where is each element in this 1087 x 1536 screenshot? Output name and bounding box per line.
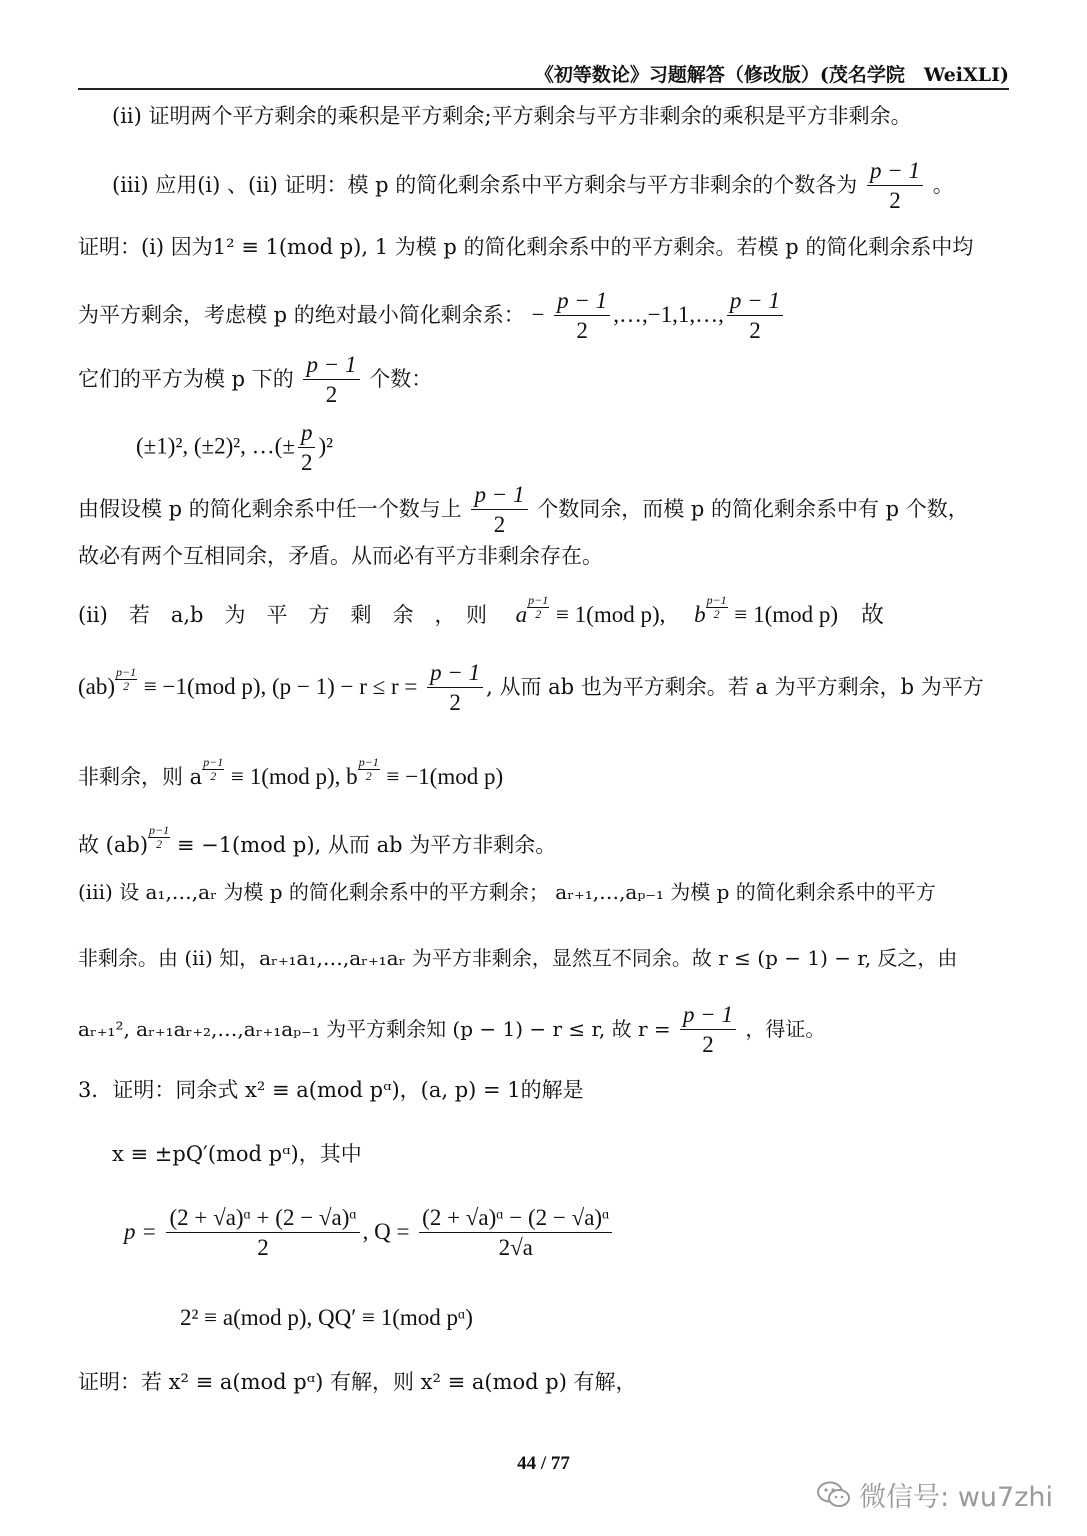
text-line: [78, 660, 1011, 717]
denominator: 2: [449, 690, 461, 716]
text-line: [112, 104, 1011, 129]
fraction: [427, 660, 483, 717]
page-number: [0, 1453, 1087, 1475]
text-line: [78, 824, 1011, 858]
line-text: (ii) 若 a,b 为 平 方 剩 余 ， 则: [78, 603, 487, 627]
line-text: x ≡ ±pQ′(mod pᵅ)，其中: [112, 1142, 362, 1166]
line-text: aᵣ₊₁², aᵣ₊₁aᵣ₊₂,…,aᵣ₊₁aₚ₋₁ 为平方剩余知 (p − 1) − r ≤ r, 故 r =: [78, 1016, 671, 1041]
exponent-fraction: $\frac{p-1}{2}$: [149, 823, 170, 851]
denominator: 2: [325, 382, 338, 408]
line-text: , 从而 ab 也为平方剩余。若 a 为平方剩余，b 为平方: [486, 674, 984, 699]
text-line: [78, 288, 1011, 345]
numerator: p − 1: [680, 1002, 736, 1030]
numerator: p − 1: [471, 482, 527, 510]
line-text: 为平方剩余，考虑模 p 的绝对最小简化剩余系：: [78, 302, 525, 327]
fraction: [303, 352, 359, 409]
denominator: 2: [889, 188, 901, 214]
line-text: 2² ≡ a(mod p), QQ′ ≡ 1(mod pᵅ): [180, 1305, 473, 1330]
page-header: [78, 58, 1009, 90]
line-text: 非剩余，则 a: [78, 765, 203, 789]
line-text: (±1)², (±2)², …(±: [136, 433, 295, 459]
numerator: (2 + √a)ᵅ + (2 − √a)ᵅ: [166, 1205, 359, 1233]
line-text: ≡ −1(mod p), (p − 1) − r ≤ r =: [143, 673, 418, 699]
line-text: (ab): [78, 673, 116, 699]
text-line: [78, 482, 1011, 539]
text-line: [78, 1370, 1011, 1395]
line-text: , Q =: [362, 1218, 410, 1244]
fraction: [867, 158, 923, 215]
exponent-fraction: $\frac{p-1}{2}$: [528, 593, 549, 621]
line-text: 由假设模 p 的简化剩余系中任一个数与上: [78, 496, 462, 521]
text-line: [112, 1142, 1011, 1167]
numerator: p − 1: [867, 158, 923, 186]
line-text: 故必有两个互相同余，矛盾。从而必有平方非剩余存在。: [78, 544, 603, 568]
watermark: [817, 1475, 1053, 1514]
line-text: 证明：(i) 因为1² ≡ 1(mod p), 1 为模 p 的简化剩余系中的平方剩余。若模 p 的简化剩余系中均: [78, 235, 974, 259]
line-text: (ii) 证明两个平方剩余的乘积是平方剩余;平方剩余与平方非剩余的乘积是平方非剩余。: [112, 104, 912, 128]
line-text: 个数同余，而模 p 的简化剩余系中有 p 个数，: [537, 496, 969, 521]
fraction: [471, 482, 527, 539]
text-line: [78, 1078, 1011, 1103]
line-text: ≡ 1(mod p), b: [231, 764, 358, 789]
line-text: p =: [124, 1218, 157, 1244]
denominator: 2√a: [498, 1235, 533, 1261]
text-line: [78, 1002, 1011, 1059]
line-text: (iii) 设 a₁,…,aᵣ 为模 p 的简化剩余系中的平方剩余； aᵣ₊₁,…,aₚ₋₁ 为模 p 的简化剩余系中的平方: [78, 880, 936, 904]
fraction: [727, 288, 783, 345]
denominator: 2: [749, 318, 761, 344]
minus-sign: −: [531, 301, 545, 327]
numerator: p − 1: [727, 288, 783, 316]
denominator: 2: [493, 512, 506, 538]
line-text: 。: [932, 172, 954, 197]
line-text: ，得证。: [745, 1016, 826, 1041]
denominator: 2: [257, 1235, 269, 1261]
line-text: ≡ 1(mod p) 故: [734, 602, 885, 627]
text-line: (ii) 若 a,b 为 平 方 剩 余 ， 则 a $\frac{p-1}{2}$ ≡ 1(mod p), b $\frac{p-1}{2}$ ≡ 1(mod p) 故: [78, 593, 885, 627]
fraction: [298, 420, 316, 477]
fraction: [419, 1205, 612, 1262]
line-text: 证明：若 x² ≡ a(mod pᵅ) 有解，则 x² ≡ a(mod p) 有解，: [78, 1370, 637, 1394]
line-text: 非剩余。由 (ii) 知，aᵣ₊₁a₁,…,aᵣ₊₁aᵣ 为平方非剩余，显然互不同余。故 r ≤ (p − 1) − r, 反之，由: [78, 946, 958, 970]
numerator: p − 1: [554, 288, 610, 316]
text-line: [78, 352, 1011, 409]
wechat-icon: [817, 1481, 851, 1509]
numerator: p: [298, 420, 316, 448]
text-line: [78, 880, 1011, 904]
text-line: [78, 544, 1011, 569]
fraction: [166, 1205, 359, 1262]
formula-line: [124, 1205, 1011, 1262]
text-line: [112, 158, 1011, 215]
line-text: 故 (ab): [78, 833, 149, 857]
line-text: ,…,−1,1,…,: [613, 301, 724, 327]
line-text: 它们的平方为模 p 下的: [78, 366, 294, 391]
text-line: [180, 1304, 1011, 1332]
fraction: [680, 1002, 736, 1059]
line-text: ≡ 1(mod p),: [555, 602, 666, 627]
text-line: [78, 756, 1011, 791]
exponent-fraction: $\frac{p-1}{2}$: [706, 593, 727, 621]
numerator: (2 + √a)ᵅ − (2 − √a)ᵅ: [419, 1205, 612, 1233]
line-text: 3．证明：同余式 x² ≡ a(mod pᵅ)，(a, p) = 1的解是: [78, 1078, 584, 1102]
numerator: p − 1: [303, 352, 359, 380]
exponent-fraction: $\frac{p-1}{2}$: [203, 755, 224, 783]
numerator: p − 1: [427, 660, 483, 688]
exponent-fraction: $\frac{p-1}{2}$: [116, 664, 137, 693]
line-text: (iii) 应用(i) 、(ii) 证明：模 p 的简化剩余系中平方剩余与平方非剩余的个数各为: [112, 172, 858, 197]
text-line: [136, 420, 1011, 477]
line-text: )²: [318, 433, 334, 459]
exponent-fraction: $\frac{p-1}{2}$: [358, 755, 379, 783]
watermark-text: 微信号: wu7zhi: [859, 1482, 1053, 1513]
line-text: ≡ −1(mod p), 从而 ab 为平方非剩余。: [176, 833, 557, 857]
page-number-text: 44 / 77: [517, 1453, 570, 1474]
text-line: [78, 235, 1011, 260]
header-title: 《初等数论》习题解答（修改版）(茂名学院 WeiXLI): [534, 64, 1009, 86]
line-text: 个数：: [369, 366, 433, 391]
denominator: 2: [300, 450, 313, 476]
text-line: [78, 946, 1011, 970]
denominator: 2: [576, 318, 588, 344]
denominator: 2: [702, 1032, 714, 1058]
line-text: ≡ −1(mod p): [386, 764, 504, 789]
fraction: [554, 288, 610, 345]
